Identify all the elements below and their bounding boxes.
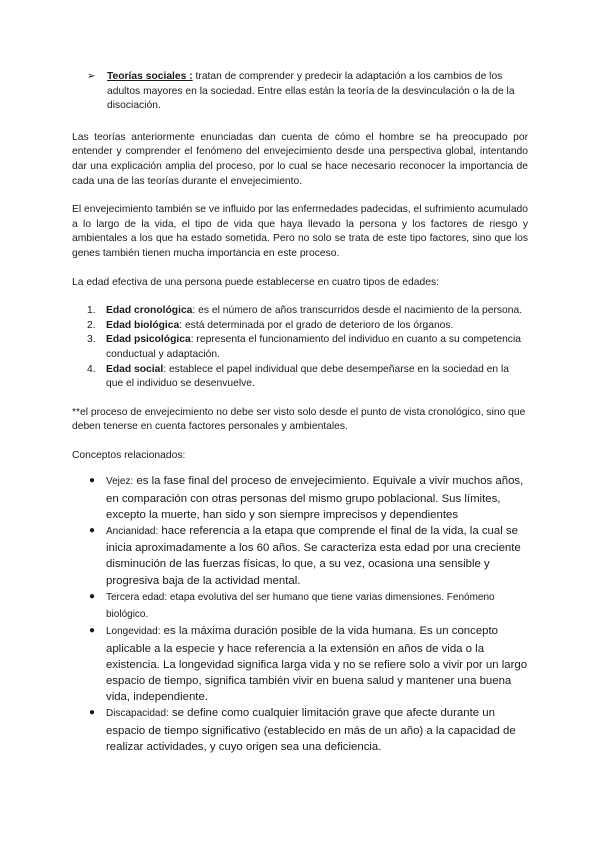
concept-term: Ancianidad: [106,526,159,538]
concept-term: Tercera edad: [106,591,168,603]
arrow-bullet-icon: ➢ [87,71,96,82]
ages-list [72,304,528,392]
list-item: ● Longevidad: es la máxima duración posible de la vida humana. Es un concepto aplicable a la especie y hace referencia a la extensión en años de vida o la existencia. La longevidad significa larga vida y no se refiere solo a vivir por un largo espacio de tiempo, significa también vivir en buena salud y mantener una buena vida, independiente. [89,625,528,704]
bullet-icon: ● [89,625,96,637]
list-item: ● Tercera edad: etapa evolutiva del ser humano que tiene varias dimensiones. Fenómeno biológico. [89,590,495,621]
social-theories-term: Teorías sociales : [107,71,193,82]
list-item: 3. Edad psicológica: representa el funcionamiento del individuo en cuanto a su competencia conductual y adaptación. [87,334,521,360]
list-item: 4. Edad social: establece el papel individual que debe desempeñarse en la sociedad en la que el individuo se desenvuelve. [87,363,509,390]
bullet-icon: ● [89,590,96,602]
age-term: Edad psicológica [106,334,191,346]
bullet-icon: ● [89,475,96,487]
concept-term: Discapacidad: [106,708,169,720]
age-term: Edad biológica [106,319,180,331]
paragraph-theories-summary: Las teorías anteriormente enunciadas dan cuenta de cómo el hombre se ha preocupado por entender y comprender el fenómeno del envejecimiento desde una perspectiva global, intentando dar una explicación amplia del proceso, por lo cual se hace necesario reconocer la importancia de cada una de las teorías durante el envejecimiento. [72,131,528,187]
age-term: Edad cronológica [106,305,193,317]
list-item: 2. Edad biológica: está determinada por el grado de deterioro de los órganos. [87,319,454,331]
concepts-heading: Conceptos relacionados: [72,449,186,461]
social-theories-item [72,70,528,114]
concept-term: Longevidad: [106,626,161,638]
bullet-icon: ● [89,525,96,537]
document-page [72,70,528,755]
age-term: Edad social [106,363,164,375]
concept-term: Vejez: [106,476,134,488]
bullet-icon: ● [89,707,96,719]
concepts-list [72,473,528,754]
list-item: ● Ancianidad: hace referencia a la etapa que comprende el final de la vida, la cual se inicia aproximadamente a los 60 años. Se caracteriza esta edad por una creciente disminución de las fuerzas físicas, lo que, a su vez, ocasiona una sensible y progresiva baja de la actividad mental. [89,525,521,587]
chronological-note: **el proceso de envejecimiento no debe ser visto solo desde el punto de vista cronológico, sino que deben tenerse en cuenta factores personales y ambientales. [72,406,526,433]
list-item: ● Discapacidad: se define como cualquier limitación grave que afecte durante un espacio de tiempo significativo (establecido en más de un año) a la capacidad de realizar actividades, y cuyo origen sea una deficiencia. [89,707,516,753]
social-theories-text: tratan de comprender y predecir la adaptación a los cambios de los adultos mayores en la sociedad. Entre ellas están la teoría de la desvinculación o la de la disociación. [107,71,515,112]
paragraph-ages-intro: La edad efectiva de una persona puede establecerse en cuatro tipos de edades: [72,276,439,288]
list-item: 1. Edad cronológica: es el número de años transcurridos desde el nacimiento de la persona. [87,305,523,317]
paragraph-aging-factors: El envejecimiento también se ve influido por las enfermedades padecidas, el sufrimiento acumulado a lo largo de la vida, el tipo de vida que haya llevado la persona y los factores de riesgo y ambientales a los que ha estado sometida. Pero no solo se trata de este tipo factores, sino que los genes también tienen mucha importancia en este proceso. [72,204,528,259]
list-item: ● Vejez: es la fase final del proceso de envejecimiento. Equivale a vivir muchos años, en comparación con otras personas del mismo grupo poblacional. Sus límites, excepto la muerte, han sido y son siempre imprecisos y dependientes [89,475,524,521]
